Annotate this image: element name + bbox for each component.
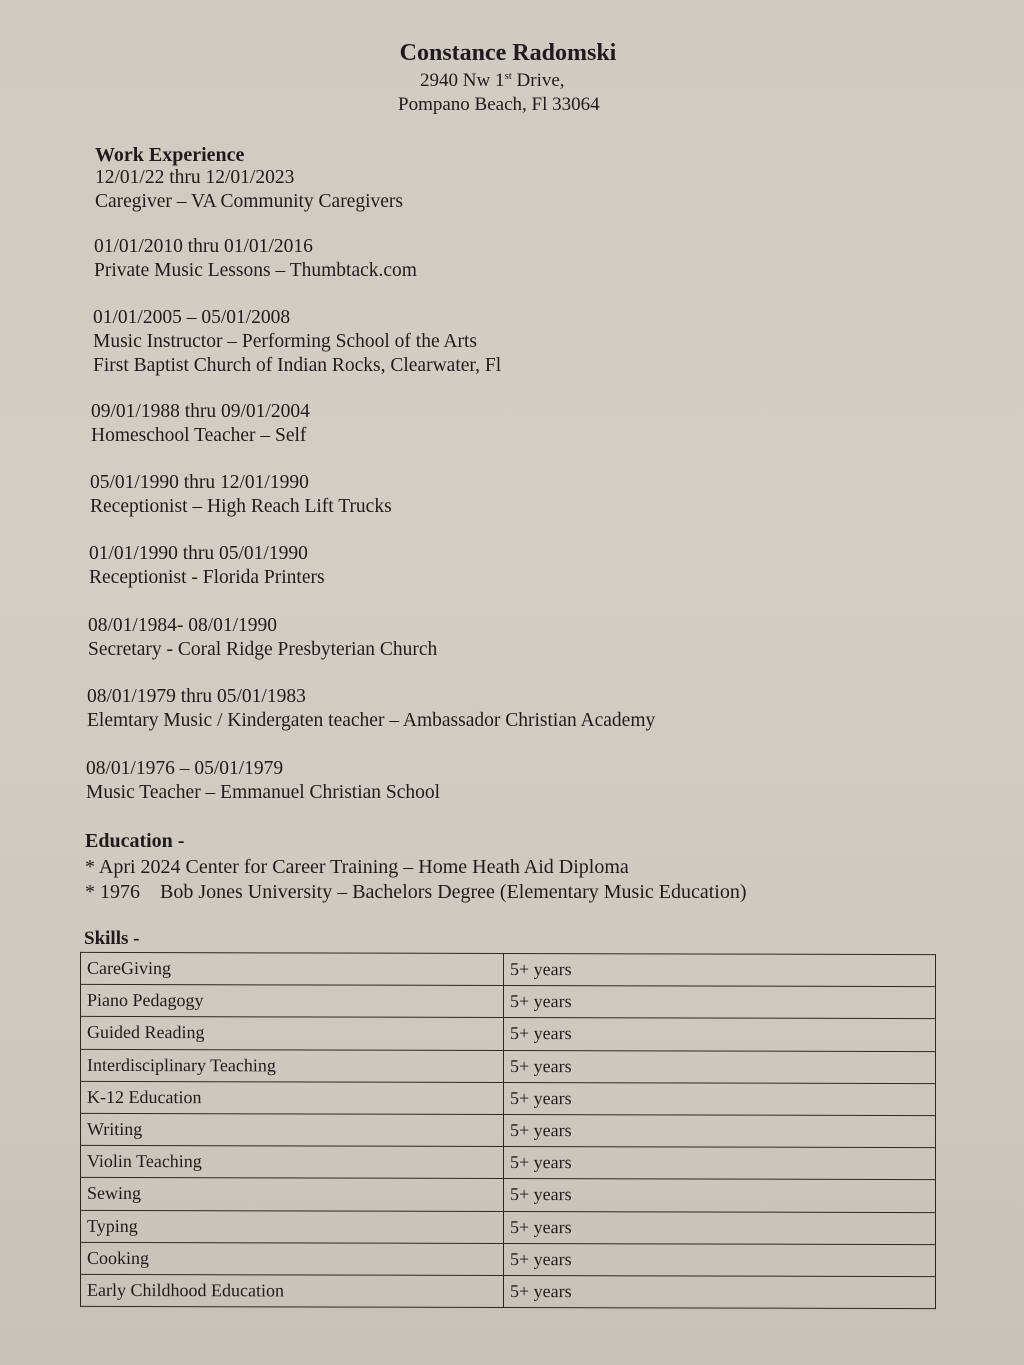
education-item: * Apri 2024 Center for Career Training – Home Heath Aid Diploma <box>85 856 629 878</box>
table-row <box>81 1242 936 1276</box>
job-title: Private Music Lessons – Thumbtack.com <box>94 260 417 281</box>
skill-name: Cooking <box>81 1242 504 1275</box>
job-entry <box>93 306 501 378</box>
job-title: Music Instructor – Performing School of the Arts <box>93 331 477 352</box>
job-title: Receptionist - Florida Printers <box>89 567 325 588</box>
table-row <box>81 952 936 986</box>
job-entry <box>86 757 440 805</box>
job-entry <box>91 400 310 448</box>
table-row <box>81 1210 936 1244</box>
job-entry <box>95 166 403 214</box>
skill-name: Guided Reading <box>81 1017 504 1050</box>
job-dates: 08/01/1979 thru 05/01/1983 <box>87 686 306 707</box>
job-title: Secretary - Coral Ridge Presbyterian Church <box>88 639 438 660</box>
job-dates: 01/01/2005 – 05/01/2008 <box>93 307 291 328</box>
job-entry <box>94 235 417 283</box>
applicant-name: Constance Radomski <box>399 40 617 66</box>
job-dates: 01/01/2010 thru 01/01/2016 <box>94 236 313 257</box>
skill-years: 5+ years <box>504 1018 936 1051</box>
table-row <box>81 1178 936 1212</box>
job-dates: 08/01/1976 – 05/01/1979 <box>86 758 284 779</box>
job-title: Music Teacher – Emmanuel Christian School <box>86 782 441 803</box>
table-row <box>81 1081 936 1115</box>
job-entry <box>87 685 655 733</box>
skill-name: Writing <box>81 1113 504 1146</box>
address-line-2: Pompano Beach, Fl 33064 <box>398 94 600 115</box>
job-entry <box>88 614 437 662</box>
skill-years: 5+ years <box>504 986 936 1019</box>
skill-name: Typing <box>81 1210 504 1243</box>
address-street: 2940 Nw 1 <box>420 70 505 91</box>
job-entry <box>90 471 392 519</box>
skill-years: 5+ years <box>504 1050 936 1083</box>
job-entry <box>89 542 325 590</box>
job-dates: 12/01/22 thru 12/01/2023 <box>95 167 295 188</box>
table-row <box>81 1274 936 1308</box>
skill-name: Interdisciplinary Teaching <box>81 1049 504 1082</box>
skill-years: 5+ years <box>504 953 936 986</box>
job-dates: 01/01/1990 thru 05/01/1990 <box>89 543 308 564</box>
skill-years: 5+ years <box>504 1275 936 1308</box>
address-ordinal-suffix: st <box>504 70 512 82</box>
address-line-1 <box>420 70 565 92</box>
skill-name: Sewing <box>81 1178 504 1211</box>
skill-years: 5+ years <box>504 1243 936 1276</box>
job-dates: 05/01/1990 thru 12/01/1990 <box>90 472 309 493</box>
skill-years: 5+ years <box>504 1114 936 1147</box>
skill-years: 5+ years <box>504 1211 936 1244</box>
job-title: Elemtary Music / Kindergaten teacher – Ambassador Christian Academy <box>87 710 656 731</box>
education-heading: Education - <box>85 830 185 852</box>
job-title: Receptionist – High Reach Lift Trucks <box>90 496 392 517</box>
skills-heading: Skills - <box>84 928 140 949</box>
job-title: Caregiver – VA Community Caregivers <box>95 191 403 212</box>
skill-years: 5+ years <box>504 1147 936 1180</box>
education-item: * 1976 Bob Jones University – Bachelors Degree (Elementary Music Education) <box>85 881 747 903</box>
education-list <box>85 855 747 905</box>
job-dates: 08/01/1984- 08/01/1990 <box>88 615 278 636</box>
skill-name: Violin Teaching <box>81 1146 504 1179</box>
table-row <box>81 985 936 1019</box>
job-dates: 09/01/1988 thru 09/01/2004 <box>91 401 310 422</box>
table-row <box>81 1017 936 1051</box>
table-row <box>81 1049 936 1083</box>
table-row <box>81 1146 936 1180</box>
skill-years: 5+ years <box>504 1082 936 1115</box>
address-street-rest: Drive, <box>511 70 565 91</box>
skill-name: CareGiving <box>81 952 504 985</box>
skill-name: Early Childhood Education <box>81 1274 504 1307</box>
skill-years: 5+ years <box>504 1179 936 1212</box>
skill-name: Piano Pedagogy <box>81 985 504 1018</box>
job-employer: First Baptist Church of Indian Rocks, Clearwater, Fl <box>93 355 502 376</box>
skill-name: K-12 Education <box>81 1081 504 1114</box>
job-title: Homeschool Teacher – Self <box>91 425 307 446</box>
table-row <box>81 1113 936 1147</box>
work-experience-heading: Work Experience <box>95 144 245 166</box>
skills-table <box>80 952 936 1309</box>
